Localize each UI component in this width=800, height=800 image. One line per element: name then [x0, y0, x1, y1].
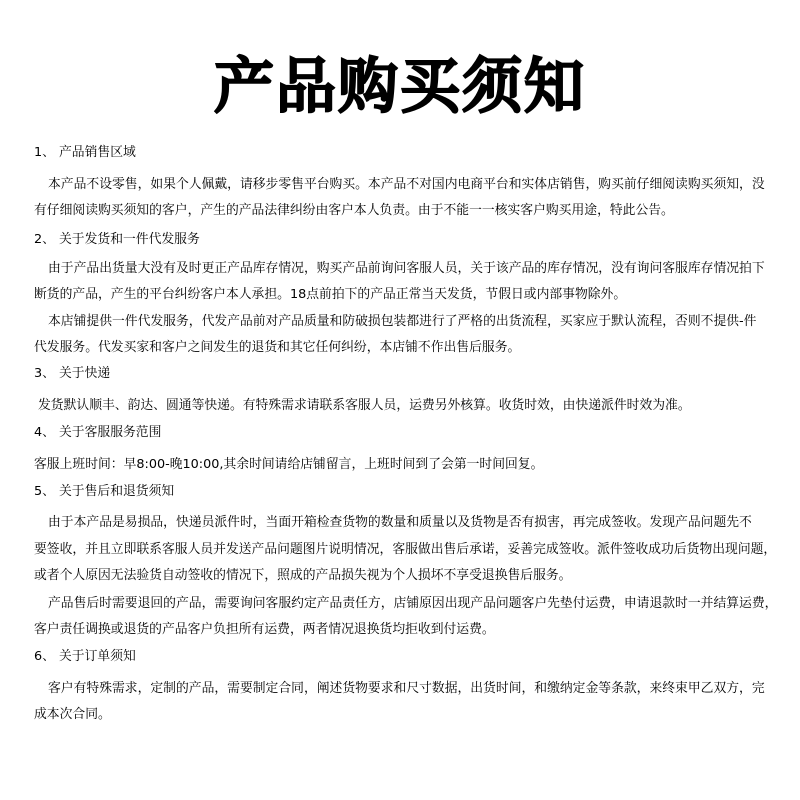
section-2-p2-line2: 代发服务。代发买家和客户之间发生的退货和其它任何纠纷，本店铺不作出售后服务。	[34, 340, 521, 355]
section-3-p1-line1: 发货默认顺丰、韵达、圆通等快递。有特殊需求请联系客服人员，运费另外核算。收货时效，由快递派件时效为准。	[38, 398, 691, 413]
section-heading-6: 6、 关于订单须知	[34, 649, 136, 664]
page-title: 产品购买须知	[214, 52, 586, 122]
section-heading-3: 3、 关于快递	[34, 366, 111, 381]
section-5-p1-line3: 或者个人原因无法验货自动签收的情况下，照成的产品损失视为个人损坏不享受退换售后服务。	[34, 568, 572, 583]
section-heading-2: 2、 关于发货和一件代发服务	[34, 232, 200, 247]
section-heading-5: 5、 关于售后和退货须知	[34, 484, 175, 499]
section-5-p1-line2: 要签收，并且立即联系客服人员并发送产品问题图片说明情况，客服做出售后承诺，妥善完成签收。派件签收成功后货物出现问题，	[34, 542, 777, 557]
section-5-p1-line1: 由于本产品是易损品，快递员派件时，当面开箱检查货物的数量和质量以及货物是否有损害，再完成签收。发现产品问题先不	[48, 515, 752, 530]
section-1-p1-line2: 有仔细阅读购买须知的客户，产生的产品法律纠纷由客户本人负责。由于不能一一核实客户购买用途，特此公告。	[34, 203, 674, 218]
section-6-p1-line1: 客户有特殊需求，定制的产品，需要制定合同，阐述货物要求和尺寸数据，出货时间，和缴纳定金等条款，来终束甲乙双方，完	[48, 681, 765, 696]
section-4-p1-line1: 客服上班时间：早8:00-晚10:00,其余时间请给店铺留言，上班时间到了会第一时间回复。	[34, 457, 544, 472]
section-2-p1-line1: 由于产品出货量大没有及时更正产品库存情况，购买产品前询问客服人员，关于该产品的库存情况，没有询问客服库存情况拍下	[48, 261, 765, 276]
section-2-p2-line1: 本店铺提供一件代发服务，代发产品前对产品质量和防破损包装都进行了严格的出货流程，买家应于默认流程，否则不提供-件	[48, 314, 757, 329]
section-2-p1-line2: 断货的产品，产生的平台纠纷客户本人承担。18点前拍下的产品正常当天发货，节假日或内部事物除外。	[34, 287, 627, 302]
section-5-p2-line2: 客户责任调换或退货的产品客户负担所有运费，两者情况退换货均拒收到付运费。	[34, 622, 495, 637]
section-heading-1: 1、 产品销售区域	[34, 145, 136, 160]
section-6-p1-line2: 成本次合同。	[34, 707, 111, 722]
section-1-p1-line1: 本产品不设零售，如果个人佩戴，请移步零售平台购买。本产品不对国内电商平台和实体店销售，购买前仔细阅读购买须知，没	[48, 177, 765, 192]
section-heading-4: 4、 关于客服服务范围	[34, 425, 162, 440]
section-5-p2-line1: 产品售后时需要退回的产品，需要询问客服约定产品责任方，店铺原因出现产品问题客户先垫付运费，申请退款时一并结算运费，	[48, 596, 778, 611]
